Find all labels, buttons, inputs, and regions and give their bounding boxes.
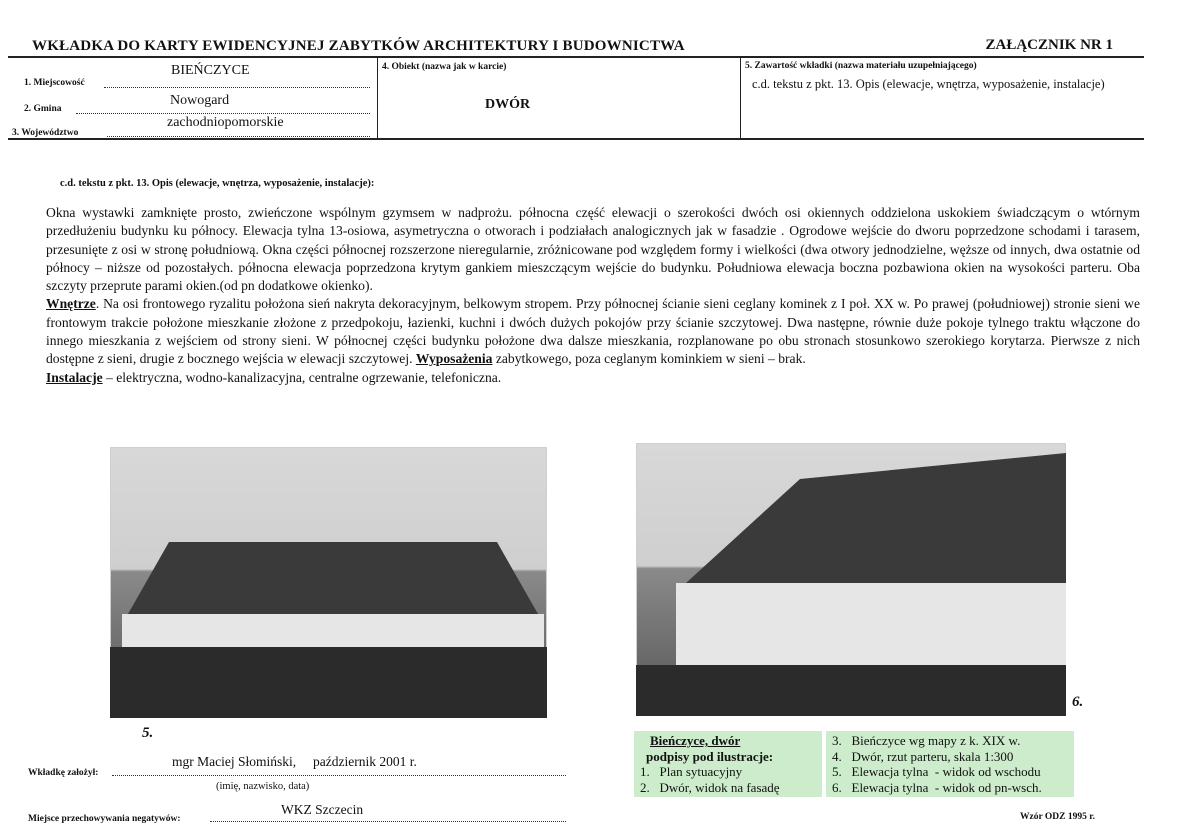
photo-rear-elevation-northeast: [636, 443, 1066, 716]
author-hint: (imię, nazwisko, data): [216, 781, 310, 792]
legend-subtitle: podpisy pod ilustracje:: [646, 748, 774, 764]
description-para-2: [46, 295, 1140, 368]
instalacje-text: – elektryczna, wodno-kanalizacyjna, centralne ogrzewanie, telefoniczna.: [102, 369, 502, 385]
zawartosc-value: c.d. tekstu z pkt. 13. Opis (elewacje, wnętrza, wyposażenie, instalacje): [752, 77, 1105, 91]
legend-item: 1. Plan sytuacyjny: [640, 764, 743, 779]
gmina-value: Nowogard: [170, 93, 230, 108]
miejscowosc-label: 1. Miejscowość: [24, 78, 85, 88]
wnetrze-text: . Na osi frontowego ryzalitu położona sień nakryta dekoracyjnym, belkowym stropem. Przy północnej ścianie sieni ceglany kominek z I poł. XX w. Po prawej (południowej) stronie sieni we frontowym trakcie położone mieszkanie złożone z przedpokoju, łazienki, kuchni i dwóch dużych pokojów przy ścianie szczytowej. Dwa następne, równie duże pokoje tylnego traktu włączone do innego mieszkania z wejściem od strony sieni. W północnej części budynku położone dwa dalsze mieszkania, rozplanowane po obu stronach stosunkowo szerokiego korytarza. Pierwsze z nich dostępne z sieni, drugie z bocznego wejścia w elewacji szczytowej.: [46, 296, 1140, 367]
legend-item: 3. Bieńczyce wg mapy z k. XIX w.: [832, 733, 1021, 748]
description-text: [46, 204, 1140, 387]
obiekt-label: 4. Obiekt (nazwa jak w karcie): [382, 62, 507, 72]
photo-6-number: 6.: [1072, 694, 1084, 710]
miejscowosc-value: BIEŃCZYCE: [171, 63, 250, 78]
gmina-label: 2. Gmina: [24, 104, 62, 114]
storage-label: Miejsce przechowywania negatywów:: [28, 814, 181, 824]
description-para-1: Okna wystawki zamknięte prosto, zwieńczone wspólnym gzymsem w nadprożu. północna część elewacji o szerokości dwóch osi okiennych oddzielona uskokiem świadczącym o wtórnym przedłużeniu budynku ku północy. Elewacja tylna 13-osiowa, asymetryczna o otworach i podziałach analogicznych jak w fasadzie . Ogrodowe wejście do dworu poprzedzone schodami i tarasem, przesunięte z osi w stronę południową. Okna części północnej rozszerzone nieregularnie, zróżnicowane pod względem formy i wielkości (dwa otwory jednodzielne, węższe od innych, dwa ostatnie od północy – niższe od pozostałych. północna elewacja poprzedzona krytym gankiem mieszczącym wejście do budynku. Południowa elewacja boczna pozbawiona okien na wysokości parteru. Oba szczyty przeprute parami okien.(od pn dodatkowe okienko).: [46, 205, 1140, 294]
zawartosc-label: 5. Zawartość wkładki (nazwa materiału uzupełniającego): [745, 61, 977, 71]
header-divider-1: [377, 57, 378, 139]
storage-dots: [210, 821, 566, 822]
wnetrze-heading: Wnętrze: [46, 296, 96, 312]
legend-item: 6. Elewacja tylna - widok od pn-wsch.: [832, 779, 1042, 795]
photo-foreground-shape: [110, 647, 547, 718]
section-heading: c.d. tekstu z pkt. 13. Opis (elewacje, wnętrza, wyposażenie, instalacje):: [60, 178, 375, 189]
header-divider-2: [740, 57, 741, 139]
header-bottom-rule: [8, 138, 1144, 140]
wyposazenia-heading: Wyposażenia: [415, 351, 493, 367]
description-para-3: [46, 369, 1140, 387]
caption-legend-right: [826, 731, 1074, 797]
author-value: mgr Maciej Słomiński, październik 2001 r.: [172, 754, 417, 769]
wojewodztwo-label: 3. Województwo: [12, 128, 79, 138]
form-title: WKŁADKA DO KARTY EWIDENCYJNEJ ZABYTKÓW ARCHITEKTURY I BUDOWNICTWA: [32, 38, 685, 54]
form-model: Wzór ODZ 1995 r.: [1020, 812, 1095, 822]
photo-5-number: 5.: [142, 725, 154, 741]
wojewodztwo-dots: [107, 136, 370, 137]
caption-legend-left: [634, 731, 822, 797]
photo-wall-shape: [676, 583, 1066, 665]
legend-item: 2. Dwór, widok na fasadę: [640, 779, 780, 795]
gmina-dots: [76, 113, 370, 114]
legend-item: 4. Dwór, rzut parteru, skala 1:300: [832, 748, 1014, 764]
photo-roof-shape: [686, 453, 1066, 583]
wyposazenia-text: zabytkowego, poza ceglanym kominkiem w sieni – brak.: [492, 351, 806, 367]
photo-rear-elevation-east: [110, 447, 547, 718]
annex-number: ZAŁĄCZNIK NR 1: [985, 37, 1113, 53]
wojewodztwo-value: zachodniopomorskie: [167, 115, 284, 130]
obiekt-value: DWÓR: [485, 97, 531, 112]
legend-title: Bieńczyce, dwór: [650, 733, 741, 748]
author-dots: [112, 775, 566, 776]
header-top-rule: [8, 56, 1144, 58]
miejscowosc-dots: [104, 87, 370, 88]
author-label: Wkładkę założył:: [28, 768, 99, 778]
storage-value: WKZ Szczecin: [281, 802, 364, 817]
photo-roof-shape: [128, 542, 538, 614]
photo-foreground-shape: [636, 665, 1066, 716]
instalacje-heading: Instalacje: [46, 369, 103, 385]
legend-item: 5. Elewacja tylna - widok od wschodu: [832, 764, 1041, 779]
